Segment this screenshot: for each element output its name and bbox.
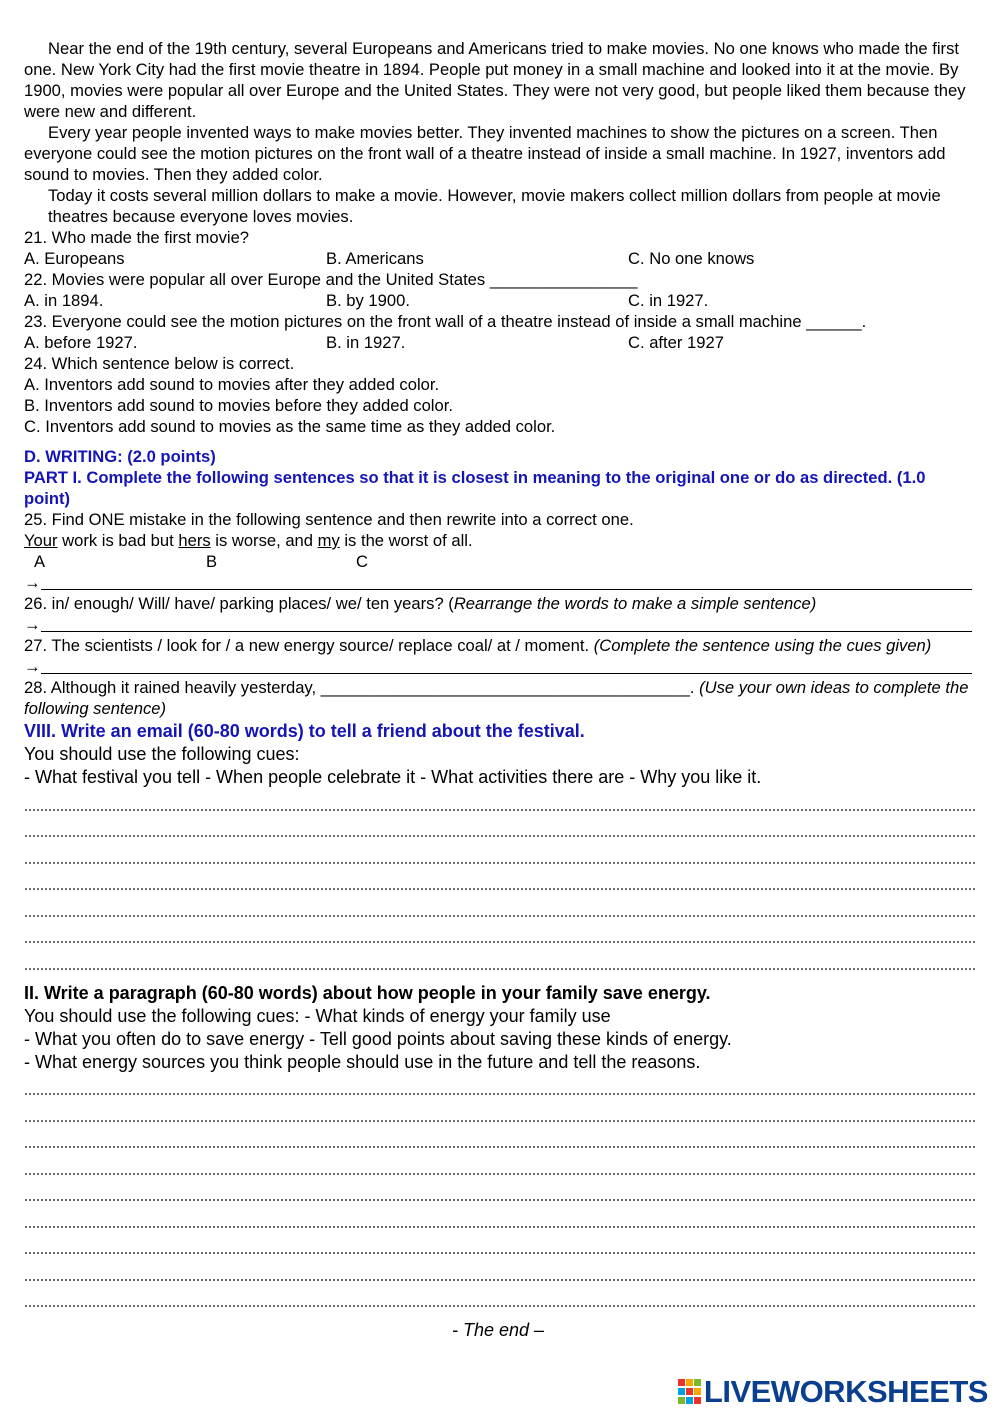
answer-line-26[interactable] (24, 614, 972, 635)
question-24: 24. Which sentence below is correct. (24, 354, 295, 373)
email-task-title: VIII. Write an email (60-80 words) to tell a friend about the festival. (24, 721, 585, 741)
answer-line-27[interactable] (24, 656, 972, 677)
paragraph-task-title: II. Write a paragraph (60-80 words) about how people in your family save energy. (24, 982, 711, 1003)
sentence-text: is worse, and (210, 531, 318, 550)
arrow-icon: → (24, 573, 41, 592)
letter-c: C (356, 552, 368, 571)
reading-paragraph-3: Today it costs several million dollars to make a movie. However, movie makers collect million dollars from people at movie theatres because everyone loves movies. (48, 186, 941, 226)
dotted-line[interactable] (24, 1206, 972, 1233)
dotted-line[interactable] (24, 1259, 972, 1286)
dotted-line[interactable] (24, 816, 972, 843)
writing-section-title: D. WRITING: (2.0 points) (24, 447, 216, 466)
question-23-options (24, 332, 972, 353)
the-end-text: - The end – (451, 1320, 545, 1340)
question-21-options (24, 248, 972, 269)
question-28-hint: (Use your own ideas to complete the following sentence) (24, 678, 969, 718)
option-b[interactable]: B. by 1900. (326, 291, 410, 310)
dotted-line[interactable] (24, 1286, 972, 1313)
worksheet-page (24, 38, 972, 1341)
dotted-line[interactable] (24, 869, 972, 896)
liveworksheets-logo (678, 1374, 988, 1410)
question-27 (24, 635, 972, 656)
option-b[interactable]: B. in 1927. (326, 333, 406, 352)
question-24-option-c[interactable]: C. Inventors add sound to movies as the same time as they added color. (24, 417, 556, 436)
dotted-line[interactable] (24, 1074, 972, 1101)
question-26-hint: Rearrange the words to make a simple sentence) (453, 594, 817, 613)
reading-paragraph-2: Every year people invented ways to make movies better. They invented machines to show the pictures on a screen. Then everyone could see the motion pictures on the front wall of a theatre instead of inside a small machine. In 1927, inventors add sound to movies. Then they added color. (24, 123, 946, 184)
question-24-option-b[interactable]: B. Inventors add sound to movies before they added color. (24, 396, 453, 415)
option-a[interactable]: A. Europeans (24, 249, 125, 268)
question-23: 23. Everyone could see the motion pictures on the front wall of a theatre instead of inside a small machine ______. (24, 312, 867, 331)
dotted-line[interactable] (24, 1233, 972, 1260)
arrow-icon: → (24, 657, 41, 676)
sentence-text: is the worst of all. (339, 531, 473, 550)
option-a[interactable]: A. in 1894. (24, 291, 104, 310)
question-27-hint: (Complete the sentence using the cues given) (593, 636, 932, 655)
question-28 (24, 677, 972, 719)
question-25-letters (24, 551, 972, 572)
email-cues-intro: You should use the following cues: (24, 744, 300, 764)
logo-text: LIVEWORKSHEETS (703, 1374, 988, 1409)
paragraph-cue-2: - What you often do to save energy - Tell good points about saving these kinds of energy. (24, 1028, 732, 1049)
option-c[interactable]: C. after 1927 (628, 333, 724, 352)
dotted-line[interactable] (24, 842, 972, 869)
option-a[interactable]: A. before 1927. (24, 333, 138, 352)
question-25-sentence (24, 530, 972, 551)
paragraph-writing-area[interactable] (24, 1074, 972, 1313)
option-b[interactable]: B. Americans (326, 249, 424, 268)
letter-b: B (206, 552, 218, 571)
question-24-option-a[interactable]: A. Inventors add sound to movies after they added color. (24, 375, 440, 394)
question-22-options (24, 290, 972, 311)
dotted-line[interactable] (24, 1153, 972, 1180)
dotted-line[interactable] (24, 948, 972, 975)
question-22: 22. Movies were popular all over Europe and the United States ________________ (24, 270, 638, 289)
question-26 (24, 593, 972, 614)
question-28-text: 28. Although it rained heavily yesterday, ________________________________________. (24, 678, 700, 697)
dotted-line[interactable] (24, 1180, 972, 1207)
question-26-text: 26. in/ enough/ Will/ have/ parking places/ we/ ten years? ( (24, 594, 454, 613)
underlined-word-c: my (317, 531, 340, 550)
email-cues: - What festival you tell - When people celebrate it - What activities there are - Why you like it. (24, 767, 762, 787)
underlined-word-b: hers (178, 531, 211, 550)
paragraph-cue-1: You should use the following cues: - What kinds of energy your family use (24, 1005, 611, 1026)
dotted-line[interactable] (24, 1127, 972, 1154)
dotted-line[interactable] (24, 1100, 972, 1127)
liveworksheets-logo-icon (678, 1379, 702, 1405)
reading-paragraph-1: Near the end of the 19th century, several Europeans and Americans tried to make movies. No one knows who made the first one. New York City had the first movie theatre in 1894. People put money in a small machine and looked into it at the movie. By 1900, movies were popular all over Europe and the United States. They were not very good, but people liked them because they were new and different. (24, 39, 966, 121)
dotted-line[interactable] (24, 789, 972, 816)
question-27-text: 27. The scientists / look for / a new energy source/ replace coal/ at / moment. (24, 636, 594, 655)
dotted-line[interactable] (24, 895, 972, 922)
letter-a: A (34, 552, 46, 571)
underlined-word-a: Your (24, 531, 58, 550)
writing-part-1-title: PART I. Complete the following sentences so that it is closest in meaning to the original one or do as directed. (1.0 point) (24, 468, 926, 508)
dotted-line[interactable] (24, 922, 972, 949)
arrow-icon: → (24, 615, 41, 634)
paragraph-cue-3: - What energy sources you think people should use in the future and tell the reasons. (24, 1051, 701, 1072)
question-21: 21. Who made the first movie? (24, 228, 250, 247)
option-c[interactable]: C. No one knows (628, 249, 755, 268)
sentence-text: work is bad but (57, 531, 179, 550)
option-c[interactable]: C. in 1927. (628, 291, 709, 310)
answer-line-25[interactable] (24, 572, 972, 593)
email-writing-area[interactable] (24, 789, 972, 975)
question-25: 25. Find ONE mistake in the following sentence and then rewrite into a correct one. (24, 510, 634, 529)
